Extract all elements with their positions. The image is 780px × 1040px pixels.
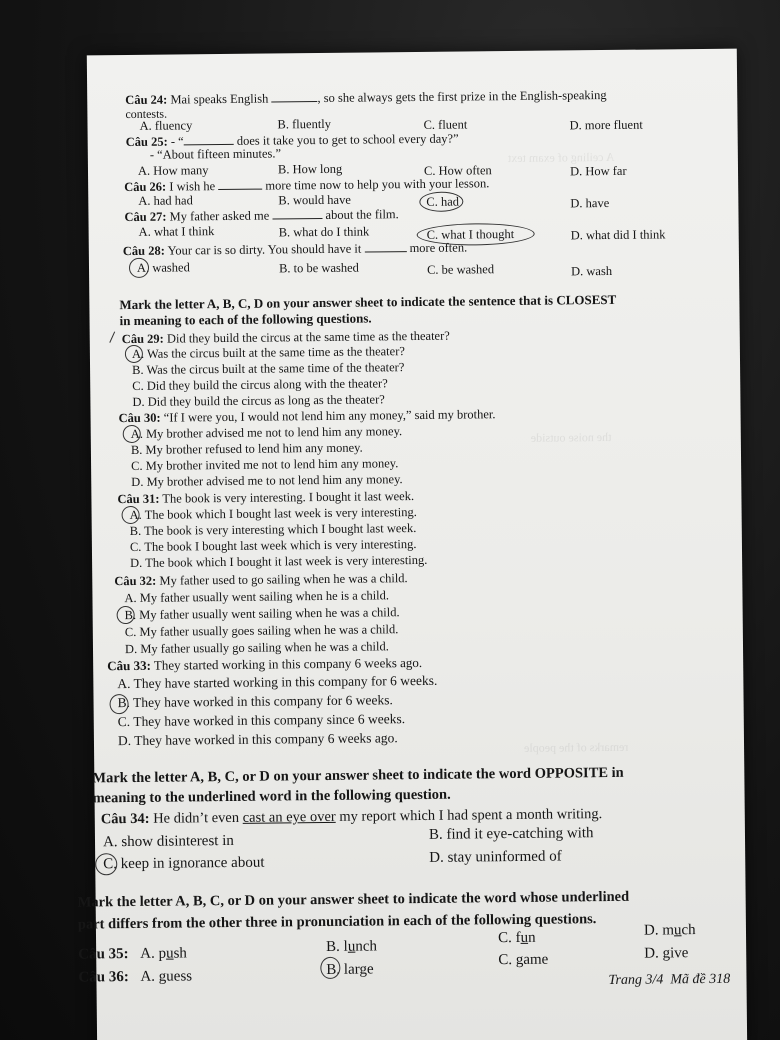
q36-option-a: A. guess: [140, 968, 193, 985]
q26-option-b: B. would have: [278, 192, 351, 208]
q24-option-b: B. fluently: [277, 116, 332, 132]
q34-option-a: A. show disinterest in: [102, 832, 234, 851]
answer-circle: [122, 506, 140, 524]
q34-option-d: D. stay uninformed of: [429, 848, 562, 866]
q36-option-d: D. give: [644, 945, 689, 962]
q24-option-c: C. fluent: [423, 117, 468, 132]
q25-option-d: D. How far: [569, 163, 627, 179]
q35-option-a: A. push: [140, 945, 187, 962]
q31-option-a: A. The book which I bought last week is very interesting.: [129, 505, 417, 523]
bleed-text: remarks of the people: [523, 739, 629, 755]
answer-circle: [117, 606, 135, 624]
q28-stem: Câu 28: Your car is so dirty. You should have it more often.: [122, 240, 468, 259]
q35-option-c: C. fun: [497, 929, 536, 947]
exam-page: [77, 49, 747, 1040]
pen-mark: [109, 332, 115, 343]
bleed-text: the noise outside: [530, 429, 612, 445]
q25-stem-cont: - “About fifteen minutes.”: [149, 146, 282, 162]
answer-circle: [320, 957, 340, 979]
q25-stem: Câu 25: - “ does it take you to get to school every day?”: [125, 131, 459, 150]
q29-stem: Câu 29: Did they build the circus at the same time as the theater?: [121, 328, 450, 347]
q27-option-d: D. what did I think: [570, 227, 666, 243]
q30-option-d: D. My brother advised me to not lend him any money.: [131, 472, 403, 489]
blank: [271, 91, 317, 102]
q27-option-c: C. what I thought: [426, 226, 515, 242]
instruction-closest: Mark the letter A, B, C, D on your answer sheet to indicate the sentence that is CLOSEST: [119, 291, 617, 313]
q34-stem: Câu 34: He didn’t even cast an eye over my report which I had spent a month writing.: [100, 806, 603, 828]
q30-stem: Câu 30: “If I were you, I would not lend him any money,” said my brother.: [118, 407, 496, 426]
q25-option-a: A. How many: [137, 163, 209, 178]
q28-option-a: A. washed: [136, 260, 190, 275]
q36-number: Câu 36:: [78, 969, 129, 986]
q29-option-d: D. Did they build the circus as long as the theater?: [132, 392, 385, 409]
q36-option-c: C. game: [498, 951, 549, 969]
q24-stem-cont: contests.: [125, 106, 168, 122]
q26-stem: Câu 26: I wish he more time now to help you with your lesson.: [124, 176, 490, 195]
q35-option-b: B. lunch: [326, 938, 378, 955]
q24-option-d: D. more fluent: [569, 117, 643, 133]
q26-option-c: C. had: [426, 194, 460, 209]
q26-option-a: A. had had: [138, 193, 193, 208]
q34-option-b: B. find it eye-catching with: [428, 825, 594, 843]
answer-circle: [419, 191, 463, 211]
q28-option-d: D. wash: [570, 263, 613, 279]
q27-option-a: A. what I think: [138, 224, 215, 239]
answer-circle: [123, 425, 141, 443]
q33-option-b: B. They have worked in this company for 6 weeks.: [117, 692, 393, 711]
q31-option-b: B. The book is very interesting which I bought last week.: [129, 521, 417, 539]
answer-circle: [125, 345, 143, 363]
instruction-pronunciation: Mark the letter A, B, C, or D on your answer sheet to indicate the word whose underlined: [77, 888, 630, 911]
q33-option-d: D. They have worked in this company 6 weeks ago.: [117, 730, 398, 749]
q29-option-c: C. Did they build the circus along with the theater?: [132, 376, 388, 393]
bleed-text: A ceiling of exam text: [507, 149, 615, 166]
blank: [272, 208, 322, 220]
q30-option-c: C. My brother invited me not to lend him any money.: [131, 456, 399, 473]
q33-option-a: A. They have started working in this company for 6 weeks.: [117, 672, 438, 692]
q28-option-b: B. to be washed: [278, 260, 359, 276]
q35-option-d: D. much: [643, 922, 696, 939]
instruction-pronunciation-cont: part differs from the other three in pronunciation in each of the following questions.: [77, 911, 597, 933]
q32-option-d: D. My father usually go sailing when he was a child.: [124, 639, 389, 657]
q34-option-c: C. keep in ignorance about: [103, 854, 265, 873]
q27-option-b: B. what do I think: [278, 224, 370, 240]
q25-option-c: C. How often: [423, 163, 492, 178]
q33-stem: Câu 33: They started working in this company 6 weeks ago.: [107, 654, 423, 674]
q31-option-d: D. The book which I bought it last week is very interesting.: [130, 552, 428, 571]
q32-option-b: B. My father usually went sailing when he was a child.: [124, 605, 400, 623]
answer-circle: [95, 853, 117, 875]
q30-option-b: B. My brother refused to lend him any money.: [130, 440, 363, 457]
q36-option-b: B. large: [326, 961, 374, 978]
answer-circle: [129, 258, 149, 278]
q24-stem: Câu 24: Mai speaks English , so she always gets the first prize in the English-speaking: [125, 87, 607, 108]
blank: [218, 179, 262, 190]
instruction-closest-cont: in meaning to each of the following questions.: [119, 310, 372, 329]
q24-option-a: A. fluency: [139, 118, 193, 133]
q28-option-c: C. be washed: [426, 262, 495, 277]
q26-option-d: D. have: [570, 195, 610, 211]
q32-option-c: C. My father usually goes sailing when he was a child.: [124, 622, 399, 640]
instruction-opposite: Mark the letter A, B, C, or D on your answer sheet to indicate the word OPPOSITE in: [92, 764, 624, 787]
q29-option-b: B. Was the circus built at the same time of the theater?: [132, 360, 405, 377]
q30-option-a: A. My brother advised me not to lend him any money.: [130, 424, 403, 441]
instruction-opposite-cont: meaning to the underlined word in the following question.: [92, 786, 451, 807]
q31-option-c: C. The book I bought last week which is very interesting.: [129, 537, 417, 555]
q35-number: Câu 35:: [78, 946, 129, 963]
q32-option-a: A. My father usually went sailing when he is a child.: [124, 588, 390, 606]
q32-stem: Câu 32: My father used to go sailing when he was a child.: [114, 571, 408, 589]
blank: [184, 134, 234, 146]
q33-option-c: C. They have worked in this company since 6 weeks.: [117, 711, 406, 730]
q25-option-b: B. How long: [277, 161, 343, 177]
q27-stem: Câu 27: My father asked me about the film.: [124, 207, 399, 225]
answer-circle: [109, 694, 128, 714]
page-footer: Trang 3/4 Mã đề 318: [608, 971, 731, 989]
q31-stem: Câu 31: The book is very interesting. I bought it last week.: [117, 489, 415, 507]
q29-option-a: A. Was the circus built at the same time as the theater?: [131, 344, 405, 361]
blank: [364, 241, 406, 252]
